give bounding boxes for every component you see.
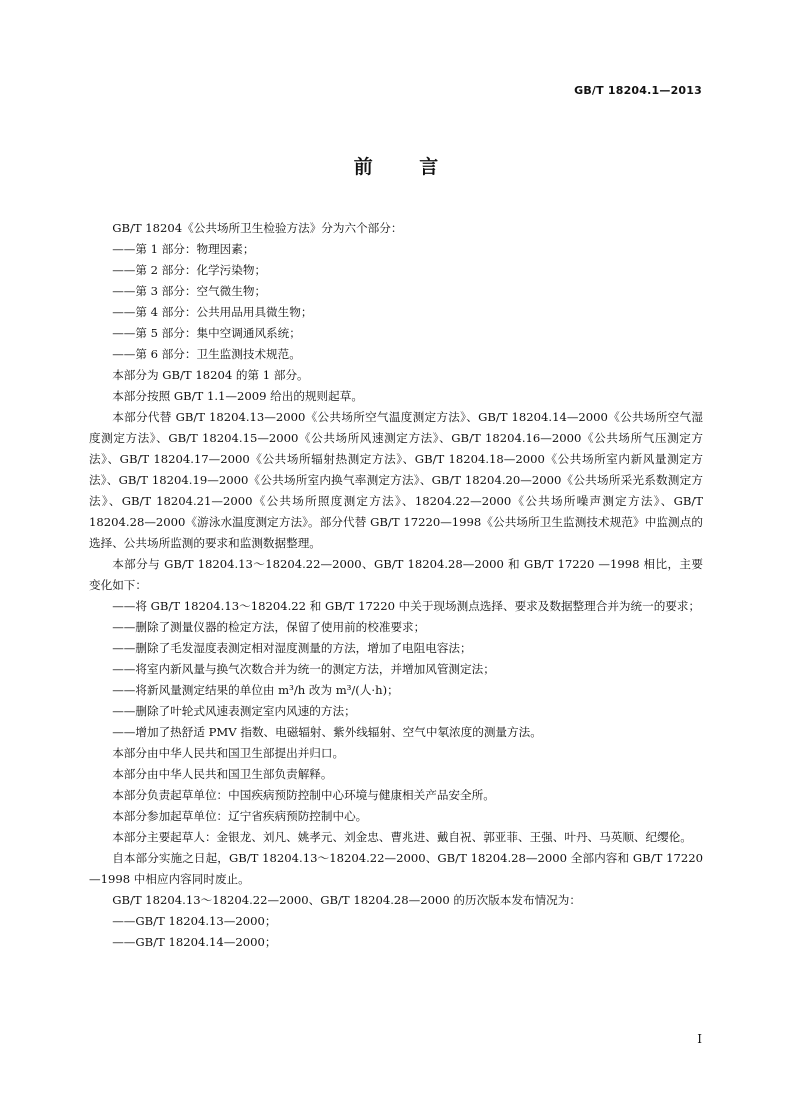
standard-number: GB/T 18204.1—2013 — [574, 84, 702, 97]
body-paragraph: 本部分为 GB/T 18204 的第 1 部分。 — [112, 368, 309, 382]
body-paragraph: 本部分与 GB/T 18204.13～18204.22—2000、GB/T 18204.28—2000 和 GB/T 17220 —1998 相比，主要变化如下： — [89, 557, 703, 592]
body-paragraph: GB/T 18204《公共场所卫生检验方法》分为六个部分： — [112, 221, 403, 235]
body-paragraph: 自本部分实施之日起，GB/T 18204.13～18204.22—2000、GB/T 18204.28—2000 全部内容和 GB/T 17220—1998 中相应内容同时废止。 — [89, 851, 703, 886]
body-paragraph: 本部分由中华人民共和国卫生部负责解释。 — [112, 767, 333, 781]
list-item: ——第 3 部分：空气微生物； — [112, 284, 267, 298]
list-item: ——第 5 部分：集中空调通风系统； — [112, 326, 301, 340]
body-paragraph: 本部分负责起草单位：中国疾病预防控制中心环境与健康相关产品安全所。 — [112, 788, 495, 802]
list-item: ——将新风量测定结果的单位由 m³/h 改为 m³/(人·h)； — [112, 683, 399, 697]
list-item: ——GB/T 18204.13—2000； — [112, 914, 277, 928]
body-paragraph: 本部分参加起草单位：辽宁省疾病预防控制中心。 — [112, 809, 368, 823]
body-paragraph: 本部分代替 GB/T 18204.13—2000《公共场所空气温度测定方法》、GB/T 18204.14—2000《公共场所空气湿度测定方法》、GB/T 18204.15—2000《公共场所风速测定方法》、GB/T 18204.16—2000《公共场所气压测定方法》、GB/T 18204.17—2000《公共场所辐射热测定方法》、GB/T 18204.18—2000《公共场所室内新风量测定方法》、GB/T 18204.19—2000《公共场所室内换气率测定方法》、GB/T 18204.20—2000《公共场所采光系数测定方法》、GB/T 18204.21—2000《公共场所照度测定方法》、18204.22—2000《公共场所噪声测定方法》、GB/T 18204.28—2000《游泳水温度测定方法》。部分代替 GB/T 17220—1998《公共场所卫生监测技术规范》中监测点的选择、公共场所监测的要求和监测数据整理。 — [89, 410, 703, 550]
list-item: ——将 GB/T 18204.13～18204.22 和 GB/T 17220 中关于现场测点选择、要求及数据整理合并为统一的要求； — [112, 599, 701, 613]
list-item: ——第 2 部分：化学污染物； — [112, 263, 267, 277]
list-item: ——增加了热舒适 PMV 指数、电磁辐射、紫外线辐射、空气中氡浓度的测量方法。 — [112, 725, 542, 739]
body-paragraph: 本部分由中华人民共和国卫生部提出并归口。 — [112, 746, 345, 760]
list-item: ——删除了毛发湿度表测定相对湿度测量的方法，增加了电阻电容法； — [112, 641, 472, 655]
body-paragraph: GB/T 18204.13～18204.22—2000、GB/T 18204.28—2000 的历次版本发布情况为： — [112, 893, 581, 907]
body-paragraph: 本部分按照 GB/T 1.1—2009 给出的规则起草。 — [112, 389, 363, 403]
list-item: ——删除了叶轮式风速表测定室内风速的方法； — [112, 704, 356, 718]
document-body — [89, 218, 703, 953]
list-item: ——删除了测量仪器的检定方法，保留了使用前的校准要求； — [112, 620, 426, 634]
list-item: ——第 6 部分：卫生监测技术规范。 — [112, 347, 301, 361]
list-item: ——第 1 部分：物理因素； — [112, 242, 255, 256]
list-item: ——将室内新风量与换气次数合并为统一的测定方法，并增加风管测定法； — [112, 662, 495, 676]
page-title: 前 言 — [353, 156, 439, 178]
page-number: I — [697, 1032, 702, 1046]
list-item: ——GB/T 18204.14—2000； — [112, 935, 277, 949]
body-paragraph: 本部分主要起草人：金银龙、刘凡、姚孝元、刘金忠、曹兆进、戴自祝、郭亚菲、王强、叶丹、马英顺、纪缨伦。 — [112, 830, 692, 844]
list-item: ——第 4 部分：公共用品用具微生物； — [112, 305, 313, 319]
